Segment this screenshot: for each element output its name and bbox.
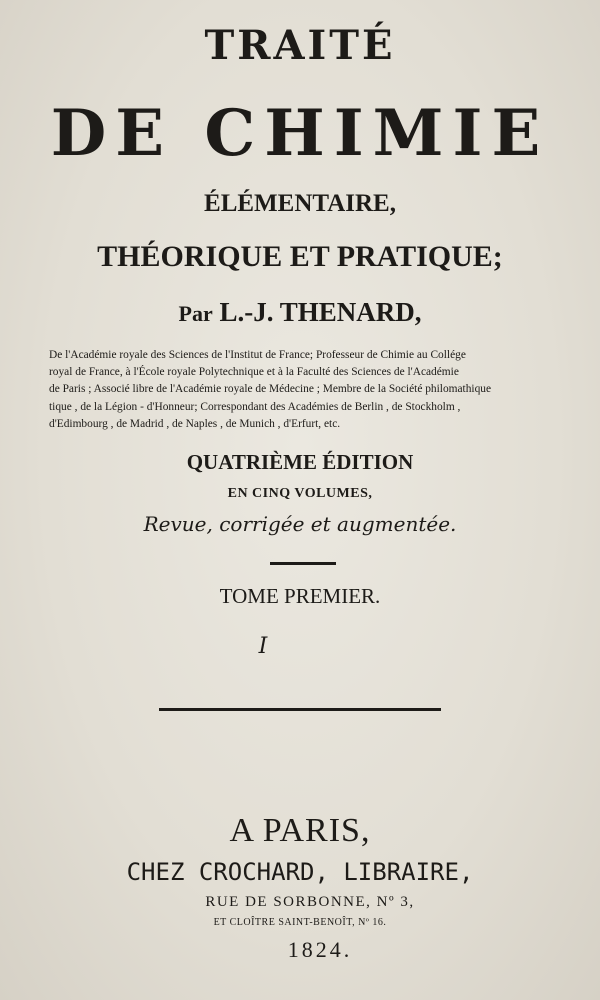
edition-line: QUATRIÈME ÉDITION <box>186 450 414 474</box>
title-line-theorique: THÉORIQUE ET PRATIQUE; <box>97 240 503 273</box>
imprint-street: RUE DE SORBONNE, Nº 3, <box>205 894 415 910</box>
author-credentials <box>49 347 554 433</box>
author-name: L.-J. THENARD, <box>219 297 422 327</box>
credentials-line: de Paris ; Associé libre de l'Académie royale de Médecine ; Membre de la Société philomathique <box>49 383 492 396</box>
imprint-cloister: ET CLOÎTRE SAINT-BENOÎT, Nº 16. <box>213 917 387 928</box>
credentials-line: tique , de la Légion - d'Honneur; Correspondant des Académies de Berlin , de Stockholm , <box>49 400 461 413</box>
credentials-line: De l'Académie royale des Sciences de l'Institut de France; Professeur de Chimie au Collége <box>49 349 466 361</box>
imprint-city: A PARIS, <box>229 812 371 849</box>
revised-line: Revue, corrigée et augmentée. <box>143 512 457 536</box>
imprint-publisher: CHEZ CROCHARD, LIBRAIRE, <box>126 858 474 886</box>
title-line-elementaire: ÉLÉMENTAIRE, <box>204 190 396 217</box>
long-rule-divider <box>159 708 441 711</box>
credentials-line: royal de France, à l'École royale Polytechnique et à la Faculté des Sciences de l'Académie <box>49 366 459 379</box>
author-prefix: Par <box>178 301 213 326</box>
title-line-traite: TRAITÉ <box>204 22 396 69</box>
credentials-line: d'Edimbourg , de Madrid , de Naples , de Munich , d'Erfurt, etc. <box>49 417 341 430</box>
volumes-line: EN CINQ VOLUMES, <box>227 486 373 501</box>
tome-handwritten-mark: I <box>258 634 268 659</box>
author-line <box>0 297 600 328</box>
short-rule-divider <box>270 562 336 565</box>
title-line-de-chimie: DE CHIMIE <box>50 96 550 171</box>
imprint-year: 1824. <box>287 937 353 962</box>
tome-line: TOME PREMIER. <box>219 584 381 608</box>
